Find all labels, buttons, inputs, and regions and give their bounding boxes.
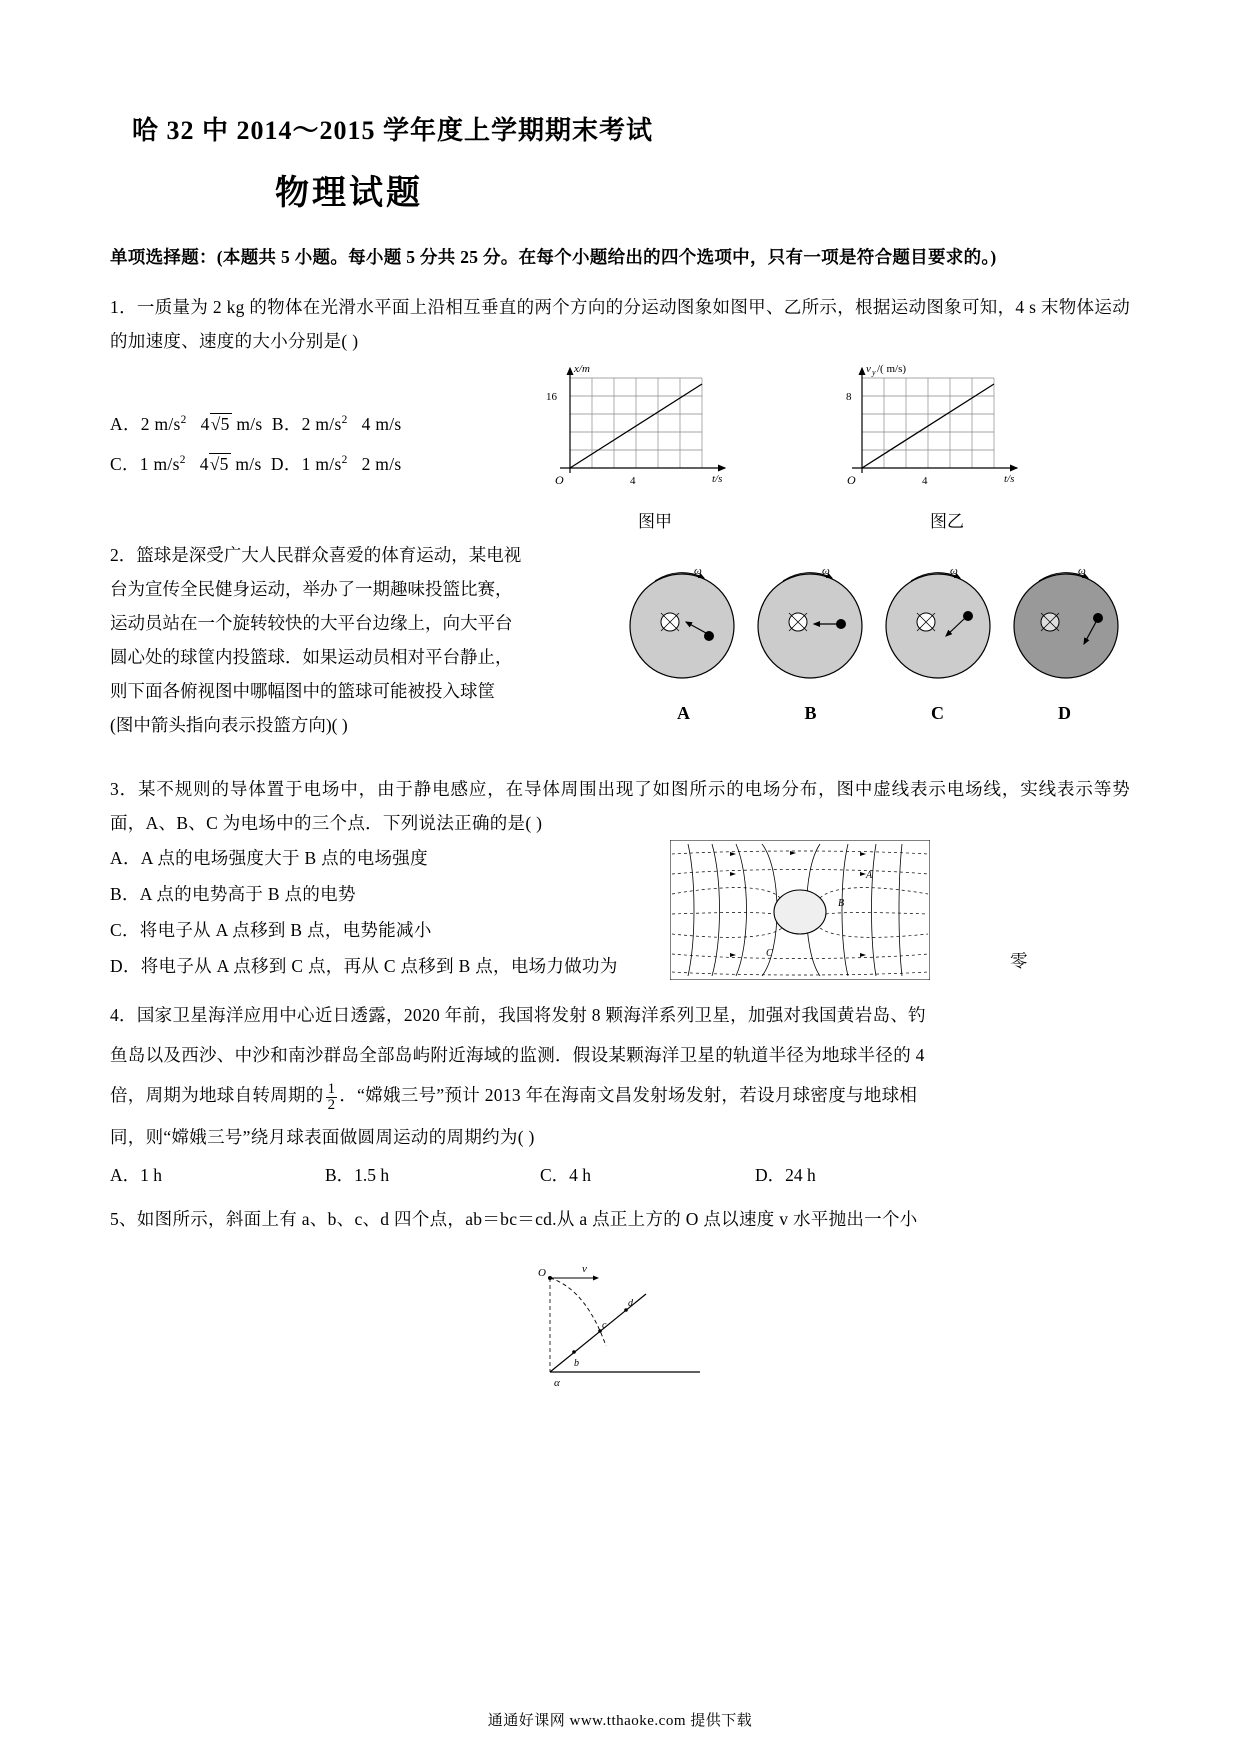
svg-text:A: A [866, 870, 873, 881]
q3-option-a: A．A 点的电场强度大于 B 点的电场强度 [110, 848, 428, 868]
q3-stem: 3．某不规则的导体置于电场中，由于静电感应，在导体周围出现了如图所示的电场分布，图中虚线表示电场线，实线表示等势面，A、B、C 为电场中的三个点．下列说法正确的是( ) [110, 779, 1130, 833]
q4-fraction-denominator: 2 [327, 1097, 336, 1114]
svg-text:d: d [628, 1297, 633, 1309]
svg-text:8: 8 [846, 391, 852, 403]
q3-option-d: D．将电子从 A 点移到 C 点，再从 C 点移到 B 点，电场力做功为 [110, 956, 618, 976]
svg-text:b: b [574, 1357, 579, 1369]
svg-text:16: 16 [546, 391, 557, 403]
q1-figure-jia [530, 358, 780, 532]
q2-figure-labels [620, 703, 1130, 724]
svg-text:4: 4 [922, 475, 928, 487]
q1-figure-yi [822, 358, 1072, 532]
q4-line-1: 4．国家卫星海洋应用中心近日透露，2020 年前，我国将发射 8 颗海洋系列卫星，加强对我国黄岩岛、钓 [110, 1005, 926, 1025]
q2-label-c: C [931, 703, 944, 723]
q1-choice-row-1: A．2 $m/s^2$ 4√5 m/s B．2 $m/s^2$ 4 m/s [110, 413, 402, 434]
svg-text:/( m/s): /( m/s) [877, 363, 907, 375]
q4-choice-a: A．1 h [110, 1164, 163, 1185]
q1-choices [110, 402, 530, 482]
q3-option-d-tail: 零 [1010, 951, 1028, 971]
q2-text [110, 538, 610, 742]
svg-text:B: B [838, 898, 845, 909]
exam-title: 哈 32 中 2014～2015 学年度上学期期末考试 [132, 116, 654, 145]
q1-figure-yi-caption: 图乙 [930, 512, 964, 531]
document-content [110, 110, 1130, 1409]
q5-figure-incline [110, 1254, 1130, 1409]
svg-text:O: O [538, 1266, 546, 1279]
page-footer: 通通好课网 www.tthaoke.com 提供下载 [487, 1713, 753, 1729]
svg-text:c: c [602, 1319, 607, 1331]
q3-option-c: C．将电子从 A 点移到 B 点，电势能减小 [110, 920, 432, 940]
q2-label-d: D [1058, 703, 1071, 723]
q2-line-1: 台为宣传全民健身运动，举办了一期趣味投篮比赛， [110, 579, 513, 599]
q4-fraction-numerator: 1 [327, 1080, 336, 1097]
q3-options [110, 840, 670, 984]
svg-text:O: O [555, 473, 564, 487]
q4-choice-b: B．1.5 h [325, 1164, 390, 1185]
q2-line-0: 2．篮球是深受广大人民群众喜爱的体育运动，某电视 [110, 545, 522, 565]
svg-text:α: α [554, 1376, 560, 1389]
q1-block [110, 358, 1130, 531]
q4-line-4: 同，则“嫦娥三号”绕月球表面做圆周运动的周期约为( ) [110, 1126, 535, 1147]
q1-choice-row-2: C．1 $m/s^2$ 4√5 m/s D．1 $m/s^2$ 2 m/s [110, 453, 402, 474]
svg-text:t/s: t/s [712, 473, 723, 485]
q2-label-a: A [677, 703, 690, 723]
svg-text:x/m: x/m [574, 363, 590, 375]
q1-figure-jia-caption: 图甲 [638, 512, 672, 531]
svg-text:v: v [866, 363, 871, 375]
svg-text:ω: ω [1078, 565, 1086, 577]
q4-fraction [326, 1082, 338, 1114]
q2-block [110, 538, 1130, 768]
q2-label-b: B [804, 703, 817, 723]
q3-option-b: B．A 点的电势高于 B 点的电势 [110, 884, 356, 904]
q2-figures [620, 548, 1130, 713]
svg-text:O: O [847, 473, 856, 487]
q4-line-2: 鱼岛以及西沙、中沙和南沙群岛全部岛屿附近海域的监测．假设某颗海洋卫星的轨道半径为地球半径的 4 [110, 1045, 925, 1065]
q1-figures [530, 358, 1130, 532]
q2-line-5: (图中箭头指向表示投篮方向)( ) [110, 715, 348, 735]
q4-line-3b: ．“嫦娥三号”预计 2013 年在海南文昌发射场发射，若设月球密度与地球相 [339, 1085, 918, 1105]
svg-text:v: v [582, 1262, 587, 1275]
svg-text:4: 4 [630, 475, 636, 487]
svg-text:C: C [766, 948, 773, 959]
svg-text:ω: ω [950, 565, 958, 577]
q4-choice-d: D．24 h [755, 1164, 816, 1185]
q2-line-3: 圆心处的球筐内投篮球．如果运动员相对平台静止， [110, 647, 513, 667]
subject-title: 物理试题 [275, 175, 423, 212]
q4-line-3a: 倍，周期为地球自转周期的 [110, 1085, 324, 1105]
q5-stem: 5、如图所示，斜面上有 a、b、c、d 四个点，ab＝bc＝cd.从 a 点正上方的 O 点以速度 v 水平抛出一个小 [110, 1208, 918, 1229]
svg-text:ω: ω [694, 565, 702, 577]
q2-line-4: 则下面各俯视图中哪幅图中的篮球可能被投入球筐 [110, 681, 495, 701]
q3-figure-field-lines [670, 840, 930, 985]
q4-line-3 [110, 1078, 1130, 1114]
q3-block [110, 772, 1130, 984]
svg-text:y: y [872, 368, 876, 377]
svg-text:t/s: t/s [1004, 473, 1015, 485]
q4-choice-c: C．4 h [540, 1164, 592, 1185]
instructions: 单项选择题：(本题共 5 小题。每小题 5 分共 25 分。在每个小题给出的四个选项中，只有一项是符合题目要求的。) [110, 247, 997, 267]
svg-text:ω: ω [822, 565, 830, 577]
q1-stem: 1．一质量为 2 kg 的物体在光滑水平面上沿相互垂直的两个方向的分运动图象如图甲、乙所示，根据运动图象可知，4 s 末物体运动的加速度、速度的大小分别是( ) [110, 297, 1130, 351]
q2-line-2: 运动员站在一个旋转较快的大平台边缘上，向大平台 [110, 613, 513, 633]
q4-choices [110, 1158, 1130, 1192]
